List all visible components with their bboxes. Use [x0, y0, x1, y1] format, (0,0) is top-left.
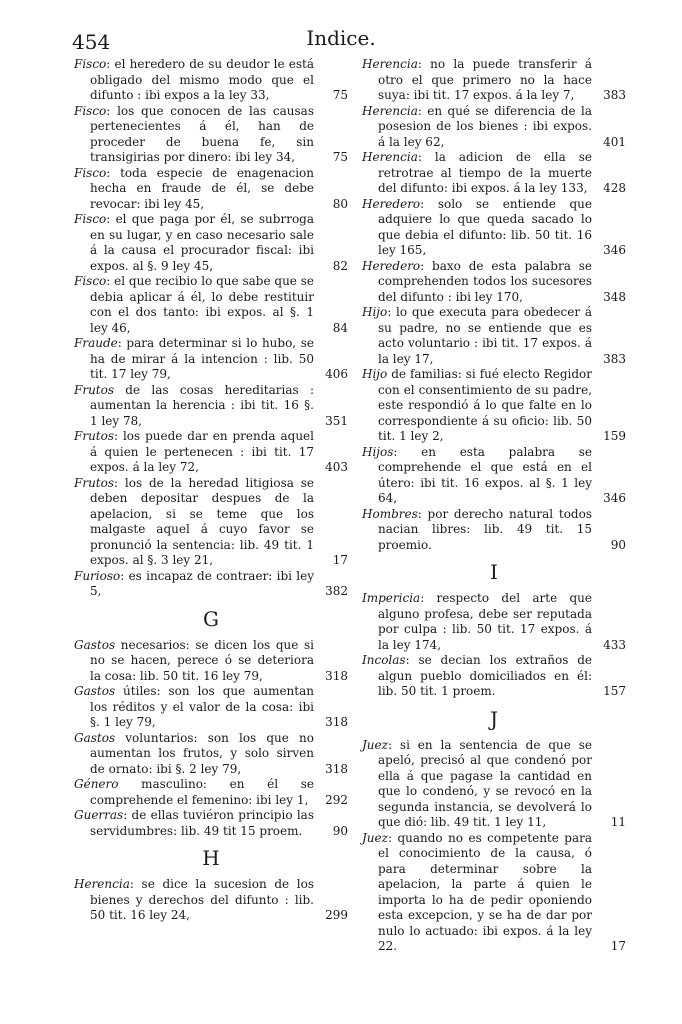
page-number: 454: [72, 30, 111, 54]
index-entry: [362, 653, 626, 700]
entry-page-ref: 383: [603, 351, 626, 366]
entry-term: Fraude: [74, 336, 118, 350]
index-entry: [74, 104, 348, 166]
entry-text: : de ellas tuviéron principio las servidumbres: lib. 49 tit 15 proem.: [90, 808, 314, 838]
index-entry: [74, 212, 348, 274]
entry-page-ref: 82: [332, 258, 348, 273]
section-letter: J: [489, 706, 499, 731]
entry-term: Género: [74, 777, 119, 791]
entry-text: : el heredero de su deudor le está obligado del mismo modo que el difunto : ibi expos a la ley 33,: [90, 57, 314, 102]
entry-term: Impericia: [362, 591, 421, 605]
entry-page-ref: 406: [325, 367, 348, 381]
entry-term: Fisco: [74, 274, 107, 288]
entry-page-ref: 318: [325, 761, 348, 776]
entry-page-ref: 401: [603, 134, 626, 149]
entry-term: Hijo: [362, 305, 388, 319]
index-entry: [362, 367, 626, 445]
index-entry: [74, 274, 348, 336]
entry-term: Juez: [362, 830, 388, 845]
index-entry: [362, 591, 626, 653]
entry-term: Juez: [362, 737, 388, 752]
entry-page-ref: 157: [603, 684, 626, 698]
entry-text: : respecto del arte que alguno profesa, debe ser reputada por culpa : lib. 50 tit. 17 expos. á la ley 174,: [378, 591, 592, 652]
entry-term: Guerras: [74, 808, 124, 822]
entry-term: Frutos: [74, 429, 114, 443]
entry-text: necesarios: se dicen los que si no se hacen, perece ó se deteriora la cosa: lib. 50 tit. 16 ley 79,: [90, 637, 314, 683]
entry-page-ref: 90: [332, 823, 348, 838]
entry-text: : los que conocen de las causas pertenecientes á él, han de proceder de buena fe, sin transigirias por dinero: ibi ley 34,: [90, 103, 314, 164]
entry-text: : los puede dar en prenda aquel á quien le pertenecen : ibi tit. 17 expos. á la ley 72,: [90, 429, 314, 474]
index-entry: [362, 104, 626, 151]
index-entry: [362, 259, 626, 306]
entry-term: Herencia: [74, 877, 130, 891]
entry-page-ref: 17: [332, 553, 348, 567]
section-letter: G: [203, 606, 219, 631]
entry-text: : el que recibio lo que sabe que se debia aplicar á él, lo debe restituir con el dos tanto: ibi expos. al §. 1 ley 46,: [90, 274, 314, 335]
entry-term: Fisco: [74, 165, 107, 180]
entry-term: Gastos: [74, 637, 116, 652]
entry-text: : quando no es competente para el conocimiento de la causa, ó para determinar sobre la apelacion, la parte á quien le importa lo ha de pedir oponiendo esta excepcion, y se ha de dar por nulo lo actuado: ibi expos. á la ley 22.: [378, 830, 592, 953]
index-entry: [362, 305, 626, 367]
entry-page-ref: 80: [332, 196, 348, 211]
entry-page-ref: 75: [332, 88, 348, 102]
entry-text: de familias: si fué electo Regidor con el consentimiento de su padre, este respondió á lo que falte en lo correspondiente á su oficio: lib. 50 tit. 1 ley 2,: [378, 367, 592, 443]
index-entry: [74, 638, 348, 685]
index-entry: [74, 684, 348, 731]
index-entry: [74, 808, 348, 839]
entry-page-ref: 11: [610, 815, 626, 829]
index-entry: [74, 336, 348, 383]
entry-page-ref: 90: [610, 537, 626, 552]
entry-term: Herencia: [362, 150, 418, 164]
entry-page-ref: 382: [325, 584, 348, 598]
index-entry: [362, 197, 626, 259]
entry-page-ref: 299: [325, 908, 348, 922]
entry-page-ref: 348: [603, 289, 626, 304]
index-entry: [74, 57, 348, 104]
entry-term: Hombres: [362, 506, 418, 521]
index-entry: [74, 877, 348, 924]
entry-page-ref: 383: [603, 88, 626, 102]
entry-term: Fisco: [74, 212, 107, 226]
entry-text: : por derecho natural todos nacian libres: lib. 49 tit. 15 proemio.: [378, 506, 592, 552]
entry-page-ref: 433: [603, 637, 626, 652]
entry-term: Fisco: [74, 57, 107, 71]
section-letter: I: [490, 560, 498, 584]
entry-term: Herencia: [362, 103, 418, 118]
entry-text: : solo se entiende que adquiere lo que queda sacado lo que debia el difunto: lib. 50 tit. 16 ley 165,: [378, 196, 592, 257]
left-column: [74, 57, 348, 924]
section-letter: H: [202, 846, 220, 870]
index-entry: [74, 777, 348, 808]
entry-term: Heredero: [362, 196, 421, 211]
entry-page-ref: 84: [332, 320, 348, 335]
index-entry: [362, 831, 626, 955]
index-entry: [74, 383, 348, 430]
entry-text: : el que paga por él, se subrroga en su lugar, y en caso necesario sale á la causa el procurador fiscal: ibi expos. al §. 9 ley 45,: [90, 212, 314, 273]
entry-term: Fisco: [74, 103, 107, 118]
entry-text: : la adicion de ella se retrotrae al tiempo de la muerte del difunto: ibi expos. á la ley 133,: [378, 150, 592, 195]
entry-term: Hijos: [362, 444, 394, 459]
entry-term: Frutos: [74, 382, 114, 397]
entry-page-ref: 75: [332, 150, 348, 164]
entry-text: voluntarios: son los que no aumentan los frutos, y solo sirven de ornato: ibi §. 2 ley 79,: [90, 730, 314, 776]
index-entry: [74, 476, 348, 569]
entry-text: : en esta palabra se comprehende el que está en el útero: ibi tit. 16 expos. al §. 1 ley 64,: [378, 444, 592, 505]
entry-term: Gastos: [74, 730, 116, 745]
entry-page-ref: 292: [325, 792, 348, 807]
entry-page-ref: 428: [603, 181, 626, 195]
entry-term: Frutos: [74, 475, 114, 490]
index-entry: [362, 150, 626, 197]
index-entry: [362, 57, 626, 104]
entry-page-ref: 159: [603, 429, 626, 443]
entry-text: útiles: son los que aumentan los réditos y el valor de la cosa: ibi §. 1 ley 79,: [90, 684, 314, 729]
entry-text: : lo que executa para obedecer á su padre, no se entiende que es acto voluntario : ibi tit. 17 expos. á la ley 17,: [378, 305, 592, 366]
entry-text: : toda especie de enagenacion hecha en fraude de él, se debe revocar: ibi ley 45,: [90, 165, 314, 211]
entry-text: : si en la sentencia de que se apeló, precisó al que condenó por ella á que pagase la cantidad en que lo condenó, y se revocó en la segunda instancia, se devolverá lo que dió: lib. 49 tit. 1 ley 11,: [378, 737, 592, 829]
entry-text: : en qué se diferencia de la posesion de los bienes : ibi expos. á la ley 62,: [378, 103, 592, 149]
entry-text: : baxo de esta palabra se comprehenden todos los sucesores del difunto : ibi ley 170,: [378, 258, 592, 304]
entry-term: Incolas: [362, 653, 406, 667]
entry-text: : se decian los extraños de algun pueblo domiciliados en él: lib. 50 tit. 1 proem.: [378, 653, 592, 698]
entry-page-ref: 351: [325, 413, 348, 428]
index-entry: [74, 429, 348, 476]
entry-term: Gastos: [74, 684, 116, 698]
running-title: Indice.: [306, 26, 376, 50]
index-entry: [362, 507, 626, 554]
index-entry: [74, 569, 348, 600]
entry-page-ref: 403: [325, 460, 348, 474]
entry-page-ref: 318: [325, 668, 348, 683]
entry-page-ref: 346: [603, 243, 626, 257]
index-entry: [362, 738, 626, 831]
entry-page-ref: 17: [610, 939, 626, 953]
index-entry: [74, 166, 348, 213]
entry-term: Heredero: [362, 258, 421, 273]
entry-page-ref: 346: [603, 491, 626, 505]
entry-text: de las cosas hereditarias : aumentan la herencia : ibi tit. 16 §. 1 ley 78,: [90, 382, 314, 428]
entry-text: : los de la heredad litigiosa se deben depositar despues de la apelacion, si se teme que los malgaste aquel á cuyo favor se pronunció la sentencia: lib. 49 tit. 1 expos. al §. 3 ley 21,: [90, 475, 314, 567]
page-header: [0, 22, 682, 52]
entry-term: Furioso: [74, 568, 121, 583]
entry-text: : se dice la sucesion de los bienes y derechos del difunto : lib. 50 tit. 16 ley 24,: [90, 877, 314, 922]
entry-text: : es incapaz de contraer: ibi ley 5,: [90, 568, 314, 598]
entry-page-ref: 318: [325, 715, 348, 729]
index-entry: [362, 445, 626, 507]
entry-text: : para determinar si lo hubo, se ha de mirar á la intencion : lib. 50 tit. 17 ley 79,: [90, 336, 314, 381]
entry-term: Herencia: [362, 57, 418, 71]
entry-text: masculino: en él se comprehende el femenino: ibi ley 1,: [90, 777, 314, 807]
index-entry: [74, 731, 348, 778]
entry-text: : no la puede transferir á otro el que primero no la hace suya: ibi tit. 17 expos. á la ley 7,: [378, 57, 592, 102]
entry-term: Hijo: [362, 367, 388, 381]
right-column: [362, 57, 626, 955]
